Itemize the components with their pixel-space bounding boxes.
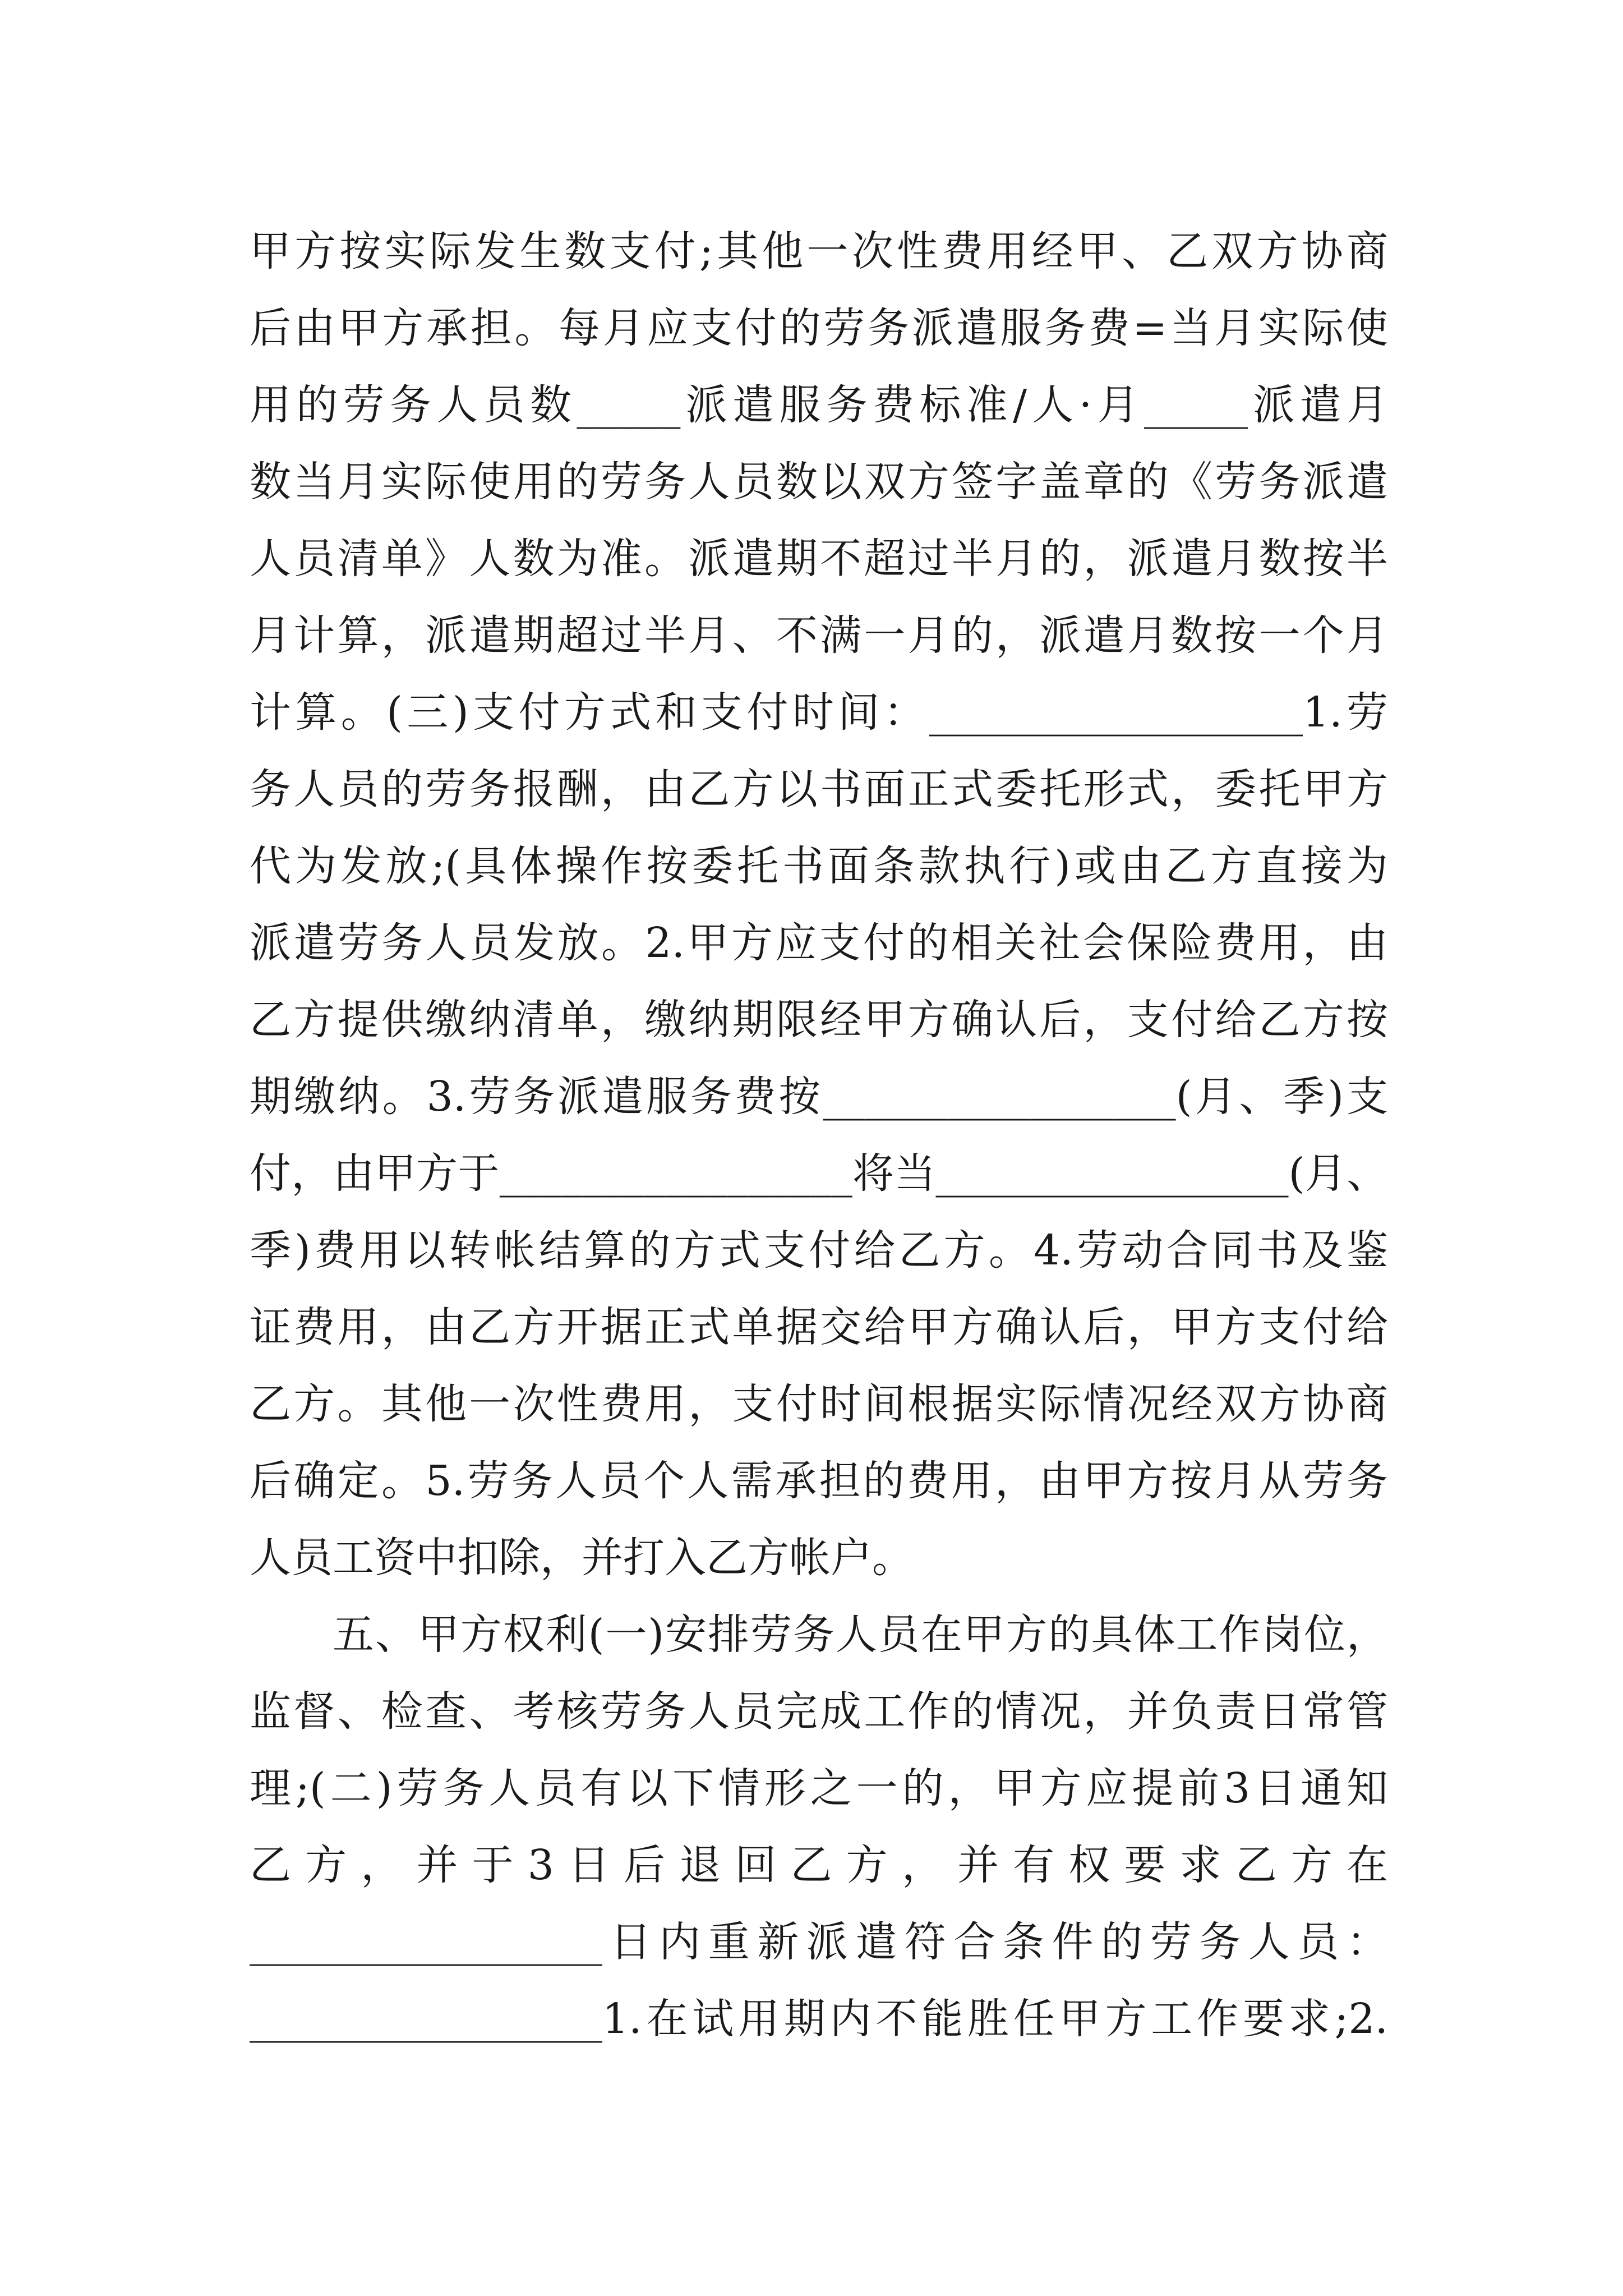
text-line: 后确定。5.劳务人员个人需承担的费用，由甲方按月从劳务 (250, 1457, 1388, 1505)
text-line: 人员清单》人数为准。派遣期不超过半月的，派遣月数按半 (250, 535, 1388, 583)
text-line: 月计算，派遣期超过半月、不满一月的，派遣月数按一个月 (250, 611, 1388, 660)
paragraph-party-a-rights (250, 1596, 1388, 2058)
paragraph-payment-terms (250, 213, 1388, 1596)
text-line: 数当月实际使用的劳务人员数以双方签字盖章的《劳务派遣 (250, 458, 1388, 506)
text-line: 用的劳务人员数_____派遣服务费标准/人·月_____派遣月 (250, 381, 1388, 429)
text-line: 证费用，由乙方开据正式单据交给甲方确认后，甲方支付给 (250, 1303, 1388, 1351)
text-line: 理;(二)劳务人员有以下情形之一的，甲方应提前3日通知 (250, 1764, 1388, 1812)
text-line: 乙方提供缴纳清单，缴纳期限经甲方确认后，支付给乙方按 (250, 996, 1388, 1044)
text-line: 后由甲方承担。每月应支付的劳务派遣服务费=当月实际使 (250, 304, 1388, 352)
text-line: 期缴纳。3.劳务派遣服务费按_________________(月、季)支 (250, 1073, 1388, 1121)
text-line: 代为发放;(具体操作按委托书面条款执行)或由乙方直接为 (250, 842, 1388, 890)
text-line: _________________1.在试用期内不能胜任甲方工作要求;2. (250, 1995, 1388, 2043)
text-line: _________________日内重新派遣符合条件的劳务人员： (250, 1918, 1388, 1966)
document-body (250, 213, 1388, 2058)
text-line: 五、甲方权利(一)安排劳务人员在甲方的具体工作岗位， (333, 1611, 1388, 1659)
text-line: 监督、检查、考核劳务人员完成工作的情况，并负责日常管 (250, 1687, 1388, 1736)
text-line: 计算。(三)支付方式和支付时间：__________________1.劳 (250, 688, 1388, 737)
text-line: 乙方，并于3日后退回乙方，并有权要求乙方在 (250, 1841, 1388, 1889)
text-line: 派遣劳务人员发放。2.甲方应支付的相关社会保险费用，由 (250, 919, 1388, 967)
text-line: 务人员的劳务报酬，由乙方以书面正式委托形式，委托甲方 (250, 765, 1388, 813)
text-line: 甲方按实际发生数支付;其他一次性费用经甲、乙双方协商 (250, 227, 1388, 275)
text-line: 季)费用以转帐结算的方式支付给乙方。4.劳动合同书及鉴 (250, 1226, 1388, 1274)
text-line: 乙方。其他一次性费用，支付时间根据实际情况经双方协商 (250, 1380, 1388, 1428)
text-line: 人员工资中扣除，并打入乙方帐户。 (250, 1534, 914, 1582)
text-line: 付，由甲方于_________________将当_________________(月、 (250, 1149, 1388, 1198)
